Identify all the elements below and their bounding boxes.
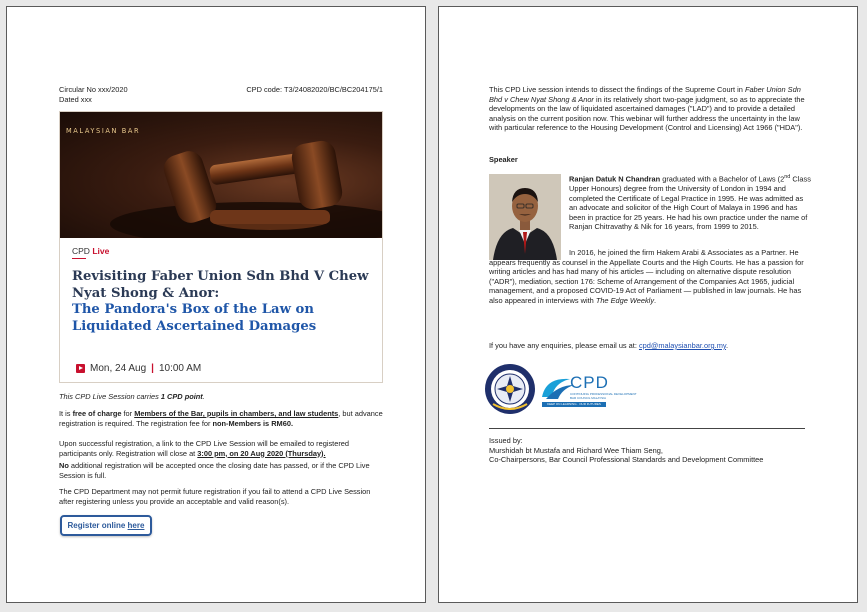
register-here-link[interactable]: here bbox=[127, 521, 145, 530]
event-banner bbox=[59, 111, 383, 383]
cpd-live-label bbox=[72, 246, 109, 256]
fee-paragraph bbox=[59, 409, 385, 428]
fee-text-5: , but advance registration is required. The registration fee for bbox=[59, 409, 383, 428]
cpd-point-pre: This CPD Live Session carries bbox=[59, 392, 161, 401]
dated-text: Dated xxx bbox=[59, 94, 92, 104]
bio2-end: . bbox=[654, 295, 657, 305]
bio2-text: In 2016, he joined the firm Hakem Arabi & Associates as a Partner. He appears frequently as counsel in the Appellate Courts and the High Courts. He has a passion for writing articles and has had many of his articles — including on alternative dispute resolution ("ADR"), mediation, section 176: Scheme of Arrangement of the Companies Act 1965, judicial management, and a proposed COVID-19 Act of Parliament — published in law journals. He has also appeared in interviews with bbox=[489, 248, 804, 305]
document-page-2 bbox=[438, 6, 858, 603]
bio1-text-b: Class Upper Honours) degree from the University of London in 1994 and completed the Certificate of Legal Practice in 1995. He was admitted as an advocate and solicitor of the High Court of Malaya in 1996 and has been in practice for 25 years. He had his own practice under the name of Ranjan Chitravathy & Nik for 16 years, from 1999 to 2015. bbox=[569, 174, 811, 232]
fee-text-1: It is bbox=[59, 409, 73, 418]
speaker-heading: Speaker bbox=[489, 155, 518, 164]
event-time: 10:00 AM bbox=[158, 363, 202, 374]
cpd-point-post: . bbox=[202, 392, 205, 401]
future-registration-paragraph: The CPD Department may not permit future registration if you fail to attend a CPD Live Session after registering unless you provide an acceptable and valid reason(s). bbox=[59, 487, 371, 506]
event-title: Revisiting Faber Union Sdn Bhd V Chew Nyat Shong & Anor: bbox=[72, 269, 369, 301]
bar-council-crest-icon bbox=[483, 362, 537, 416]
cpd-point-note bbox=[59, 392, 385, 402]
circular-number bbox=[59, 85, 128, 104]
cpd-logo-tagline: CONTINUING PROFESSIONAL DEVELOPMENT bbox=[570, 392, 637, 396]
cpd-logo bbox=[540, 371, 640, 411]
event-date: Mon, 24 Aug bbox=[90, 363, 147, 374]
cpd-logo-tagline-2: BAR COUNCIL MALAYSIA bbox=[570, 396, 607, 400]
register-online-button[interactable] bbox=[60, 515, 152, 536]
speaker-bio-1 bbox=[569, 173, 812, 232]
fee-free-of-charge: free of charge bbox=[72, 409, 122, 418]
registration-paragraph bbox=[59, 439, 385, 458]
event-subtitle: The Pandora's Box of the Law on Liquidated Ascertained Damages bbox=[72, 302, 317, 334]
enquiry-text: If you have any enquiries, please email us at: bbox=[489, 341, 639, 350]
intro-text-2: in its relatively short two-page judgment, so as to appreciate the developments on the law of liquidated ascertained damages ("LAD") and to provide a detailed analysis on the current position now. This webinar will further address the uncertainty in the law with particular reference to the Housing Development (Control and Licensing) Act 1966 ("HDA"). bbox=[489, 94, 805, 133]
bio1-superscript: nd bbox=[784, 174, 791, 180]
enquiry-line bbox=[489, 341, 728, 351]
circular-no-text: Circular No xxx/2020 bbox=[59, 85, 128, 94]
speaker-bio-2 bbox=[489, 248, 812, 306]
issuer-names: Murshidah bt Mustafa and Richard Wee Thiam Seng, bbox=[489, 445, 663, 455]
fee-non-members: non-Members is RM60. bbox=[212, 418, 293, 428]
cpd-code: CPD code: T3/24082020/BC/BC204175/1 bbox=[246, 85, 383, 94]
document-page-1 bbox=[6, 6, 426, 603]
cpd-live-underline bbox=[72, 258, 86, 259]
intro-text-1: This CPD Live session intends to dissect the findings of the Supreme Court in bbox=[489, 85, 745, 94]
registration-deadline: 3:00 pm, on 20 Aug 2020 (Thursday). bbox=[197, 448, 326, 458]
fee-text-3: for bbox=[121, 409, 135, 418]
no-registration-text: additional registration will be accepted once the closing date has passed, or if the CPD Live Session is full. bbox=[59, 461, 370, 480]
enquiry-end: . bbox=[726, 341, 729, 350]
malaysian-bar-brand: MALAYSIAN BAR bbox=[66, 127, 141, 135]
enquiry-email-link[interactable]: cpd@malaysianbar.org.my bbox=[638, 341, 727, 350]
fee-eligible-groups: Members of the Bar, pupils in chambers, and law students bbox=[134, 409, 339, 418]
speaker-name: Ranjan Datuk N Chandran bbox=[569, 174, 661, 184]
register-label: Register online bbox=[67, 521, 128, 530]
bio1-text-a: graduated with a Bachelor of Laws (2 bbox=[660, 174, 785, 184]
cpd-text: CPD bbox=[72, 246, 90, 256]
issued-by-block bbox=[489, 436, 819, 465]
divider-line bbox=[489, 428, 805, 429]
registration-text: Upon successful registration, a link to the CPD Live Session will be emailed to registered participants only. Registration will close at bbox=[59, 439, 350, 458]
issuer-role: Co-Chairpersons, Bar Council Professional Standards and Development Committee bbox=[489, 455, 764, 465]
publication-name: The Edge Weekly bbox=[595, 295, 655, 305]
issued-by-label: Issued by: bbox=[489, 436, 523, 445]
calendar-play-icon bbox=[76, 364, 85, 373]
live-text: Live bbox=[92, 246, 110, 256]
cpd-point-value: 1 CPD point bbox=[160, 392, 203, 401]
event-datetime bbox=[76, 363, 201, 374]
no-bold: No bbox=[59, 461, 69, 470]
date-separator: | bbox=[151, 363, 154, 374]
case-name: Faber Union Sdn Bhd v Chew Nyat Shong & Anor bbox=[489, 85, 801, 104]
cpd-logo-band: KEEP ON LEARNING · OUR FUTURES bbox=[542, 402, 606, 407]
cpd-logo-text: CPD bbox=[570, 373, 609, 392]
session-intro bbox=[489, 85, 811, 133]
gavel-photo bbox=[60, 112, 382, 238]
no-registration-paragraph bbox=[59, 461, 375, 480]
